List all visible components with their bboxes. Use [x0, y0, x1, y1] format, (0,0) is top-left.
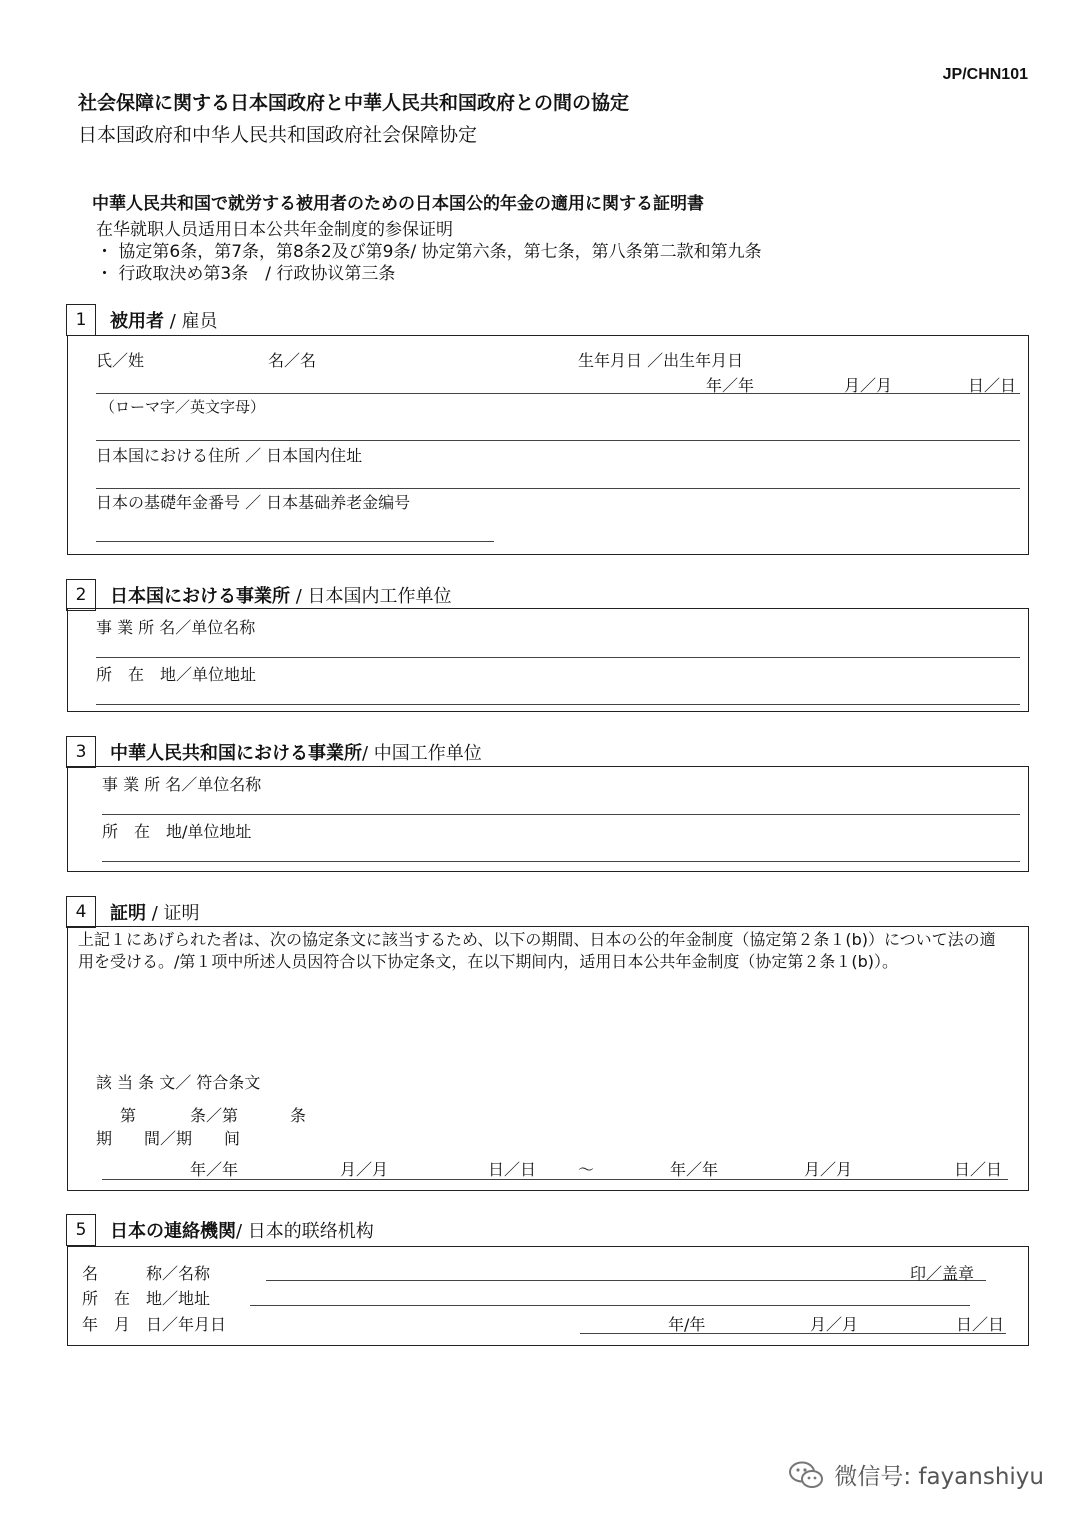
period-end-day: 日／日 — [954, 1160, 1003, 1179]
section-title: 被用者 / 雇员 — [110, 311, 218, 332]
agency-name-label: 名 称／名称 — [82, 1264, 211, 1283]
period-label: 期 間／期 间 — [96, 1129, 241, 1148]
roman-name-field-line[interactable] — [96, 440, 1020, 441]
issue-date-label: 年 月 日／年月日 — [82, 1315, 227, 1334]
bullet-admin: ・ 行政取決め第3条 / 行政协议第三条 — [96, 264, 396, 284]
surname-label: 氏／姓 — [96, 351, 145, 370]
office-address-label: 所 在 地/单位地址 — [102, 822, 252, 841]
certificate-title-japanese: 中華人民共和国で就労する被用者のための日本国公的年金の適用に関する証明書 — [92, 194, 704, 214]
certification-box — [67, 926, 1029, 1191]
japan-office-box — [67, 608, 1029, 712]
period-field-line[interactable] — [102, 1179, 1008, 1180]
dob-day-label: 日／日 — [968, 376, 1017, 395]
section-title: 証明 / 证明 — [110, 903, 200, 924]
period-end-month: 月／月 — [804, 1160, 853, 1179]
issue-date-field-line[interactable] — [580, 1333, 1006, 1334]
period-start-year: 年／年 — [190, 1160, 239, 1179]
section-number: 2 — [66, 579, 96, 611]
name-field-line[interactable] — [96, 393, 1020, 394]
office-address-field-line[interactable] — [102, 861, 1020, 862]
period-end-year: 年／年 — [670, 1160, 719, 1179]
employee-box — [67, 335, 1029, 555]
office-address-label: 所 在 地／单位地址 — [96, 665, 257, 684]
form-code: JP/CHN101 — [942, 66, 1028, 83]
article-prefix: 第 — [120, 1106, 137, 1125]
dob-label: 生年月日 ／出生年月日 — [578, 351, 744, 370]
certificate-title-chinese: 在华就职人员适用日本公共年金制度的参保证明 — [96, 220, 453, 240]
issue-year-label: 年/年 — [668, 1315, 706, 1334]
agency-name-field-line[interactable] — [266, 1280, 986, 1281]
office-name-label: 事 業 所 名／单位名称 — [102, 775, 262, 794]
office-name-label: 事 業 所 名／单位名称 — [96, 618, 256, 637]
dob-year-label: 年／年 — [706, 376, 755, 395]
office-name-field-line[interactable] — [96, 657, 1020, 658]
office-address-field-line[interactable] — [96, 704, 1020, 705]
article-middle: 条／第 — [190, 1106, 239, 1125]
article-suffix: 条 — [290, 1106, 307, 1125]
section-1-header — [66, 304, 218, 336]
section-number: 5 — [66, 1214, 96, 1246]
issue-day-label: 日／日 — [956, 1315, 1005, 1334]
period-start-month: 月／月 — [340, 1160, 389, 1179]
pension-number-label: 日本の基礎年金番号 ／ 日本基础养老金编号 — [96, 493, 411, 512]
period-start-day: 日／日 — [488, 1160, 537, 1179]
title-chinese: 日本国政府和中华人民共和国政府社会保障协定 — [78, 124, 478, 146]
wechat-watermark — [788, 1458, 1044, 1491]
china-office-box — [67, 766, 1029, 872]
agency-address-label: 所 在 地／地址 — [82, 1289, 211, 1308]
section-3-header — [66, 736, 482, 768]
title-japanese: 社会保障に関する日本国政府と中華人民共和国政府との間の協定 — [78, 92, 630, 114]
liaison-agency-box — [67, 1246, 1029, 1346]
given-name-label: 名／名 — [268, 351, 317, 370]
address-label: 日本国における住所 ／ 日本国内住址 — [96, 446, 363, 465]
agency-address-field-line[interactable] — [250, 1305, 970, 1306]
section-5-header — [66, 1214, 374, 1246]
issue-month-label: 月／月 — [810, 1315, 859, 1334]
bullet-articles: ・ 協定第6条，第7条，第8条2及び第9条/ 协定第六条，第七条，第八条第二款和第九条 — [96, 242, 762, 262]
section-number: 1 — [66, 304, 96, 336]
certification-text: 上記１にあげられた者は、次の協定条文に該当するため、以下の期間、日本の公的年金制度（協定第２条１(b)）について法の適用を受ける。/第１项中所述人员因符合以下协定条文，在以下期间内，适用日本公共年金制度（协定第２条１(b)）。 — [78, 930, 996, 971]
pension-number-field-line[interactable] — [96, 541, 494, 542]
section-4-header — [66, 896, 200, 928]
section-2-header — [66, 579, 452, 611]
section-title: 日本の連絡機関/ 日本的联络机构 — [110, 1221, 374, 1242]
section-number: 3 — [66, 736, 96, 768]
dob-month-label: 月／月 — [844, 376, 893, 395]
section-title: 中華人民共和国における事業所/ 中国工作单位 — [110, 743, 482, 764]
office-name-field-line[interactable] — [102, 814, 1020, 815]
watermark-text: 微信号: fayanshiyu — [834, 1464, 1044, 1490]
address-field-line[interactable] — [96, 488, 1020, 489]
seal-label: 印／盖章 — [910, 1264, 975, 1283]
wechat-icon — [788, 1460, 824, 1490]
section-number: 4 — [66, 896, 96, 928]
article-label: 該 当 条 文／ 符合条文 — [96, 1073, 261, 1092]
roman-letters-label: （ローマ字／英文字母） — [100, 398, 266, 416]
period-tilde: ～ — [578, 1160, 595, 1179]
section-title: 日本国における事業所 / 日本国内工作单位 — [110, 586, 452, 607]
